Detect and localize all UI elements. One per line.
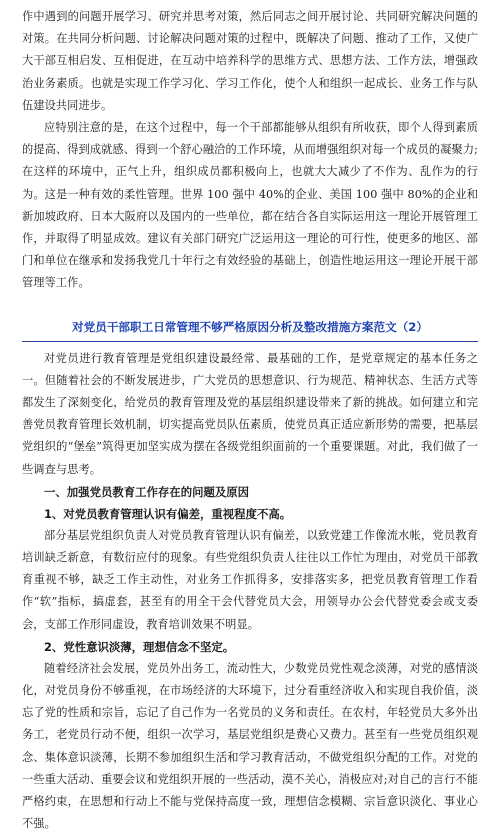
body-paragraph: 部分基层党组织负责人对党员教育管理认识有偏差，以致党建工作像流水帐，党员教育培训缺乏新意，有数衍应付的现象。有些党组织负责人往往以工作忙为理由，对党员干部教育重视不够，缺乏工作主动性，对业务工作抓得多，安排落实多，把党员教育管理工作看作“软”指标，搞虚套，甚至有的用全干会代替党员大会，用领导办公会代替党委会或支委会，支部工作形同虚设，教育培训效果不明显。 — [22, 528, 478, 631]
body-paragraph: 随着经济社会发展，党员外出务工，流动性大，少数党员党性观念淡薄，对党的感情淡化，对党员身份不够重视，在市场经济的大环境下，过分看重经济收入和实现自我价值，淡忘了党的性质和宗旨，忘记了自己作为一名党员的义务和责任。在农村，年轻党员大多外出务工，老党员行动不便，组织一次学习，基层党组织是费心又费力。甚至有一些党员组织观念、集体意识淡薄，长期不参加组织生活和学习教育活动，不做党组织分配的工作。对党的一些重大活动、重要会议和党组织开展的一些活动，漠不关心，消极应对;对自己的言行不能严格约束，在思想和行动上不能与党保持高度一致，理想信念模糊、宗旨意识淡化、事业心不强。 — [22, 661, 478, 831]
body-paragraph: 作中遇到的问题开展学习、研究并思考对策，然后同志之间开展讨论、共同研究解决问题的对策。在共同分析问题、讨论解决问题对策的过程中，既解决了问题、推动了工作，又使广大干部互相启发、互相促进，在互动中培养科学的思维方式、思想方法、工作方法，增强政治业务素质。也就是实现工作学习化、学习工作化，使个人和组织一起成长、业务工作与队伍建设共同进步。 — [22, 10, 478, 112]
subsection-heading: 1、对党员教育管理认识有偏差，重视程度不高。 — [44, 506, 292, 521]
title-divider — [22, 341, 478, 342]
article-title: 对党员干部职工日常管理不够严格原因分析及整改措施方案范文（2） — [72, 319, 428, 334]
body-paragraph: 对党员进行教育管理是党组织建设最经常、最基础的工作，是党章规定的基本任务之一。但随着社会的不断发展进步，广大党员的思想意识、行为规范、精神状态、生活方式等都发生了深刻变化，给党员的教育管理及党的基层组织建设带来了新的挑战。如何建立和完善党员教育管理长效机制，切实提高党员队伍素质，使党员真正适应新形势的需要，把基层党组织的“堡垒”筑得更加坚实成为摆在各级党组织面前的一个重要课题。对此，我们做了一些调查与思考。 — [22, 351, 478, 476]
body-paragraph: 应特别注意的是，在这个过程中，每一个干部都能够从组织有所收获，即个人得到素质的提高、得到成就感、得到一个舒心融洽的工作环境，从而增强组织对每一个成员的凝聚力;在这样的环境中，正气上升，组织成员都积极向上，也就大大减少了不作为、乱作为的行为。这是一种有效的柔性管理。世界 100 强中 40%的企业、美国 100 强中 80%的企业和新加坡政府、日本大阪府以及国内的一些单位，都在结合各自实际运用这一理论开展管理工作，并取得了明显成效。建议有关部门研究广泛运用这一理论的可行性，使更多的地区、部门和单位在继承和发扬我党几十年行之有效经验的基础上，创造性地运用这一理论开展干部管理等工作。 — [22, 121, 478, 290]
subsection-heading: 2、党性意识淡薄，理想信念不坚定。 — [44, 639, 235, 654]
section-heading: 一、加强党员教育工作存在的问题及原因 — [44, 484, 250, 499]
